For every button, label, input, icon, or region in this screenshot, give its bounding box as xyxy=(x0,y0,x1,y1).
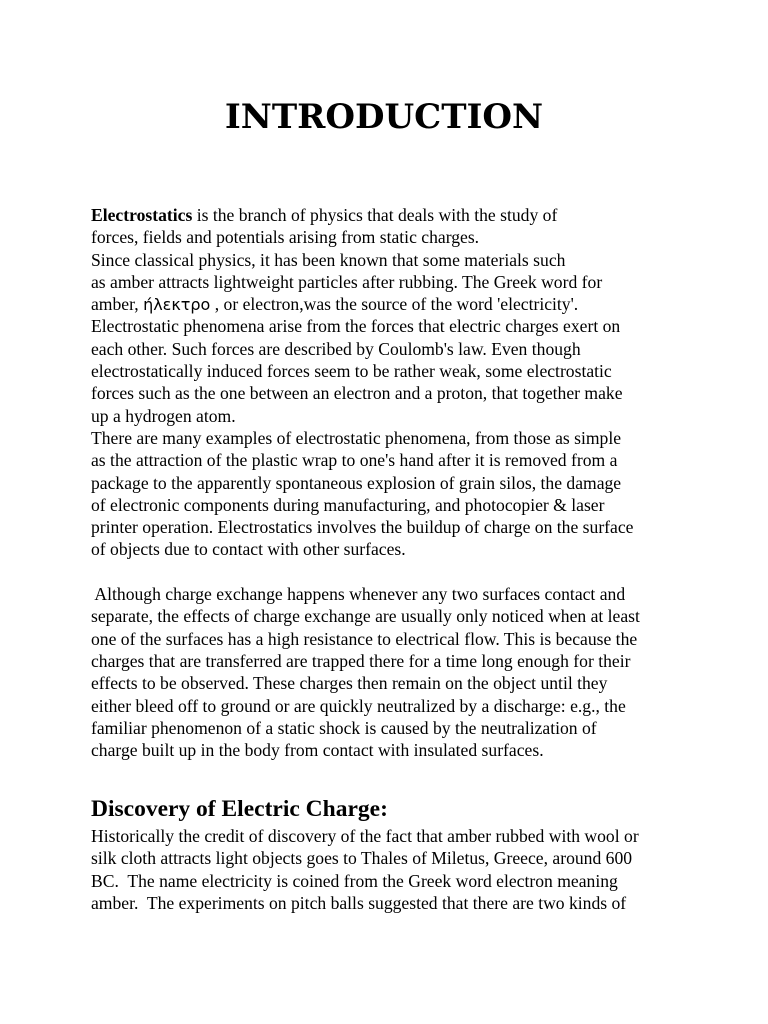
text-line: silk cloth attracts light objects goes to Thales of Miletus, Greece, around 600 xyxy=(91,848,633,869)
text-line: electrostatically induced forces seem to be rather weak, some electrostatic xyxy=(91,361,612,382)
text-line xyxy=(91,293,691,315)
text-line: charges that are transferred are trapped there for a time long enough for their xyxy=(91,650,631,671)
text-line: of electronic components during manufacturing, and photocopier & laser xyxy=(91,494,605,515)
page-title: INTRODUCTION xyxy=(224,97,544,137)
text-line: Although charge exchange happens whenever any two surfaces contact and xyxy=(91,584,626,605)
section-heading: Discovery of Electric Charge: xyxy=(91,796,388,822)
text-line: forces, fields and potentials arising from static charges. xyxy=(91,227,480,248)
text-line: as the attraction of the plastic wrap to one's hand after it is removed from a xyxy=(91,450,618,471)
text-fragment: is the branch of physics that deals with the study of xyxy=(192,205,558,225)
text-line: Since classical physics, it has been known that some materials such xyxy=(91,249,566,270)
text-line: Electrostatic phenomena arise from the forces that electric charges exert on xyxy=(91,316,621,337)
text-fragment: amber, xyxy=(91,294,144,315)
text-line: forces such as the one between an electron and a proton, that together make xyxy=(91,383,623,404)
text-line: as amber attracts lightweight particles after rubbing. The Greek word for xyxy=(91,271,603,292)
text-fragment: , or electron,was the source of the word 'electricity'. xyxy=(210,294,579,315)
intro-paragraph xyxy=(91,204,691,761)
text-line: package to the apparently spontaneous explosion of grain silos, the damage xyxy=(91,472,622,493)
text-line: Historically the credit of discovery of the fact that amber rubbed with wool or xyxy=(91,826,639,846)
text-line: each other. Such forces are described by Coulomb's law. Even though xyxy=(91,338,581,359)
text-line: amber. The experiments on pitch balls suggested that there are two kinds of xyxy=(91,892,627,913)
text-line: of objects due to contact with other surfaces. xyxy=(91,539,406,560)
text-line: familiar phenomenon of a static shock is caused by the neutralization of xyxy=(91,717,597,738)
text-line: effects to be observed. These charges then remain on the object until they xyxy=(91,673,608,694)
text-line: There are many examples of electrostatic phenomena, from those as simple xyxy=(91,427,622,448)
text-line: up a hydrogen atom. xyxy=(91,405,236,426)
section-paragraph xyxy=(91,825,691,914)
text-line xyxy=(91,204,691,226)
greek-word: ήλεκτρο xyxy=(143,295,211,315)
paragraph-gap xyxy=(91,561,691,583)
lead-term: Electrostatics xyxy=(91,205,193,225)
text-line: printer operation. Electrostatics involves the buildup of charge on the surface xyxy=(91,517,634,538)
text-line: either bleed off to ground or are quickly neutralized by a discharge: e.g., the xyxy=(91,695,626,716)
text-line: separate, the effects of charge exchange are usually only noticed when at least xyxy=(91,606,640,627)
text-line: BC. The name electricity is coined from the Greek word electron meaning xyxy=(91,870,618,891)
text-line: charge built up in the body from contact with insulated surfaces. xyxy=(91,740,544,761)
text-line: one of the surfaces has a high resistance to electrical flow. This is because the xyxy=(91,628,638,649)
